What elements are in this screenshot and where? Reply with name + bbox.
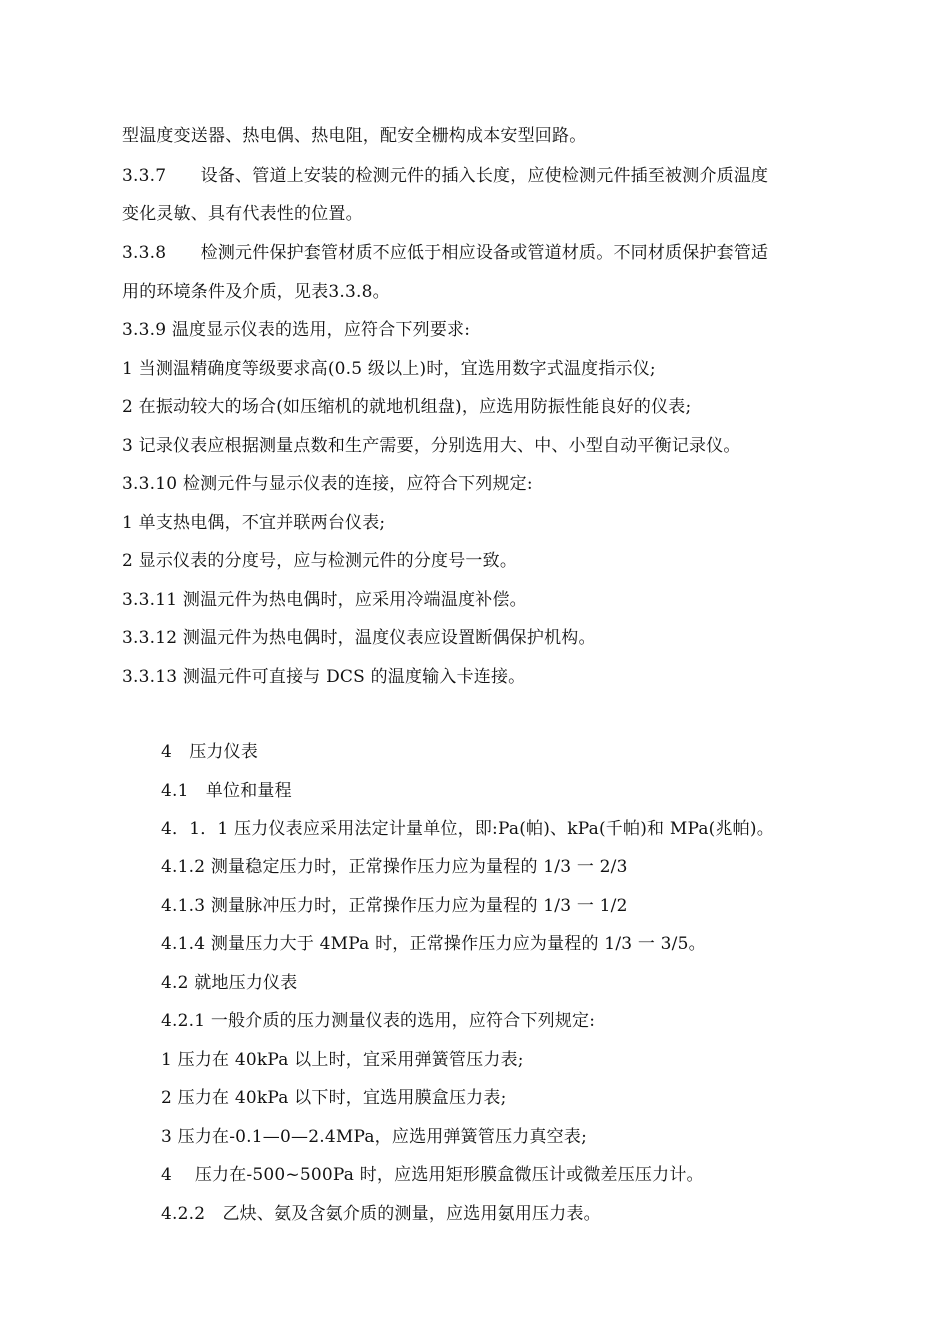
- clause-4-1-4: 4.1.4 测量压力大于 4MPa 时，正常操作压力应为量程的 1/3 一 3/5。: [161, 934, 706, 954]
- clause-4-1-2: 4.1.2 测量稳定压力时，正常操作压力应为量程的 1/3 一 2/3: [161, 857, 628, 877]
- list-item: 1 单支热电偶，不宜并联两台仪表;: [122, 513, 386, 533]
- clause-3-3-10: 3.3.10 检测元件与显示仪表的连接，应符合下列规定:: [122, 474, 533, 494]
- clause-4-2-2: 4.2.2 乙炔、氨及含氨介质的测量，应选用氨用压力表。: [161, 1204, 601, 1224]
- list-item: 1 压力在 40kPa 以上时，宜采用弹簧管压力表;: [161, 1050, 524, 1070]
- list-item: 1 当测温精确度等级要求高(0.5 级以上)时，宜选用数字式温度指示仪;: [122, 359, 656, 379]
- subsection-heading: 4.2 就地压力仪表: [161, 973, 298, 993]
- clause-4-1-3: 4.1.3 测量脉冲压力时，正常操作压力应为量程的 1/3 一 1/2: [161, 896, 628, 916]
- clause-4-2-1: 4.2.1 一般介质的压力测量仪表的选用，应符合下列规定:: [161, 1011, 596, 1031]
- clause-3-3-13: 3.3.13 测温元件可直接与 DCS 的温度输入卡连接。: [122, 667, 526, 687]
- list-item: 4 压力在-500~500Pa 时，应选用矩形膜盒微压计或微差压压力计。: [161, 1165, 704, 1185]
- section-heading: 4 压力仪表: [161, 742, 259, 762]
- clause-3-3-12: 3.3.12 测温元件为热电偶时，温度仪表应设置断偶保护机构。: [122, 628, 596, 648]
- list-item: 3 压力在-0.1—0—2.4MPa，应选用弹簧管压力真空表;: [161, 1127, 587, 1147]
- clause-3-3-7: 3.3.7 设备、管道上安装的检测元件的插入长度，应使检测元件插至被测介质温度: [122, 166, 769, 186]
- text-line: 型温度变送器、热电偶、热电阻，配安全栅构成本安型回路。: [122, 126, 587, 146]
- text-line: 用的环境条件及介质，见表3.3.8。: [122, 282, 390, 302]
- clause-3-3-9: 3.3.9 温度显示仪表的选用，应符合下列要求:: [122, 320, 471, 340]
- subsection-heading: 4.1 单位和量程: [161, 781, 292, 801]
- clause-3-3-8: 3.3.8 检测元件保护套管材质不应低于相应设备或管道材质。不同材质保护套管适: [122, 243, 769, 263]
- list-item: 3 记录仪表应根据测量点数和生产需要，分别选用大、中、小型自动平衡记录仪。: [122, 436, 741, 456]
- clause-4-1-1: 4．1．1 压力仪表应采用法定计量单位，即:Pa(帕)、kPa(千帕)和 MPa(兆帕)。: [161, 819, 774, 839]
- list-item: 2 在振动较大的场合(如压缩机的就地机组盘)，应选用防振性能良好的仪表;: [122, 397, 692, 417]
- text-line: 变化灵敏、具有代表性的位置。: [122, 204, 363, 224]
- list-item: 2 压力在 40kPa 以下时，宜选用膜盒压力表;: [161, 1088, 507, 1108]
- clause-3-3-11: 3.3.11 测温元件为热电偶时，应采用冷端温度补偿。: [122, 590, 527, 610]
- list-item: 2 显示仪表的分度号，应与检测元件的分度号一致。: [122, 551, 518, 571]
